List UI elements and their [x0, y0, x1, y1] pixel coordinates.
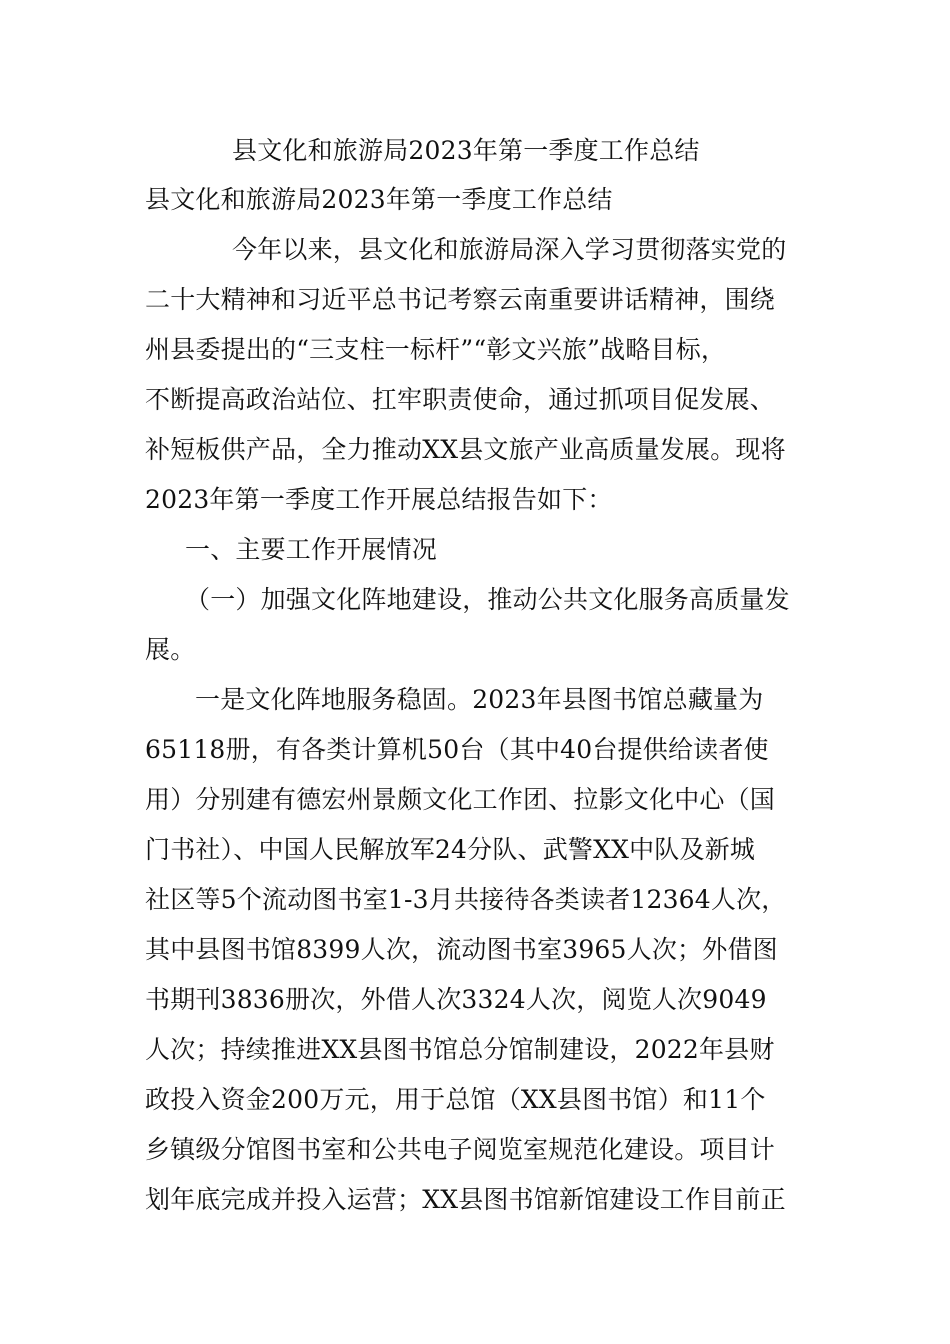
text-line: 一是文化阵地服务稳固。2023年县图书馆总藏量为 — [195, 685, 764, 714]
text-line: 补短板供产品，全力推动XX县文旅产业高质量发展。现将 — [145, 435, 786, 464]
text-line: 二十大精神和习近平总书记考察云南重要讲话精神，围绕 — [145, 285, 776, 314]
text-line: 其中县图书馆8399人次，流动图书室3965人次；外借图 — [145, 935, 778, 964]
document-title-centered: 县文化和旅游局2023年第一季度工作总结 — [232, 136, 700, 165]
text-line: 划年底完成并投入运营；XX县图书馆新馆建设工作目前正 — [145, 1185, 786, 1214]
section-heading: 一、主要工作开展情况 — [185, 535, 438, 564]
text-line: 门书社）、中国人民解放军24分队、武警XX中队及新城 — [145, 835, 756, 864]
document-title: 县文化和旅游局2023年第一季度工作总结 — [145, 185, 613, 214]
text-line: 展。 — [145, 635, 196, 664]
text-line: 社区等5个流动图书室1-3月共接待各类读者12364人次， — [145, 885, 787, 914]
text-line: 不断提高政治站位、扛牢职责使命，通过抓项目促发展、 — [145, 385, 776, 414]
text-line: 65118册，有各类计算机50台（其中40台提供给读者使 — [145, 735, 769, 764]
text-line: 州县委提出的“三支柱一标杆”“彰文兴旅”战略目标， — [145, 335, 727, 364]
text-line: 乡镇级分馆图书室和公共电子阅览室规范化建设。项目计 — [145, 1135, 776, 1164]
text-line: 人次；持续推进XX县图书馆总分馆制建设，2022年县财 — [145, 1035, 775, 1064]
text-line: 今年以来，县文化和旅游局深入学习贯彻落实党的 — [232, 235, 787, 264]
text-line: 政投入资金200万元，用于总馆（XX县图书馆）和11个 — [145, 1085, 766, 1114]
text-line: 2023年第一季度工作开展总结报告如下： — [145, 485, 613, 514]
text-line: 书期刊3836册次，外借人次3324人次，阅览人次9049 — [145, 985, 767, 1014]
text-line: 用）分别建有德宏州景颇文化工作团、拉影文化中心（国 — [145, 785, 776, 814]
text-line: （一）加强文化阵地建设，推动公共文化服务高质量发 — [185, 585, 790, 614]
